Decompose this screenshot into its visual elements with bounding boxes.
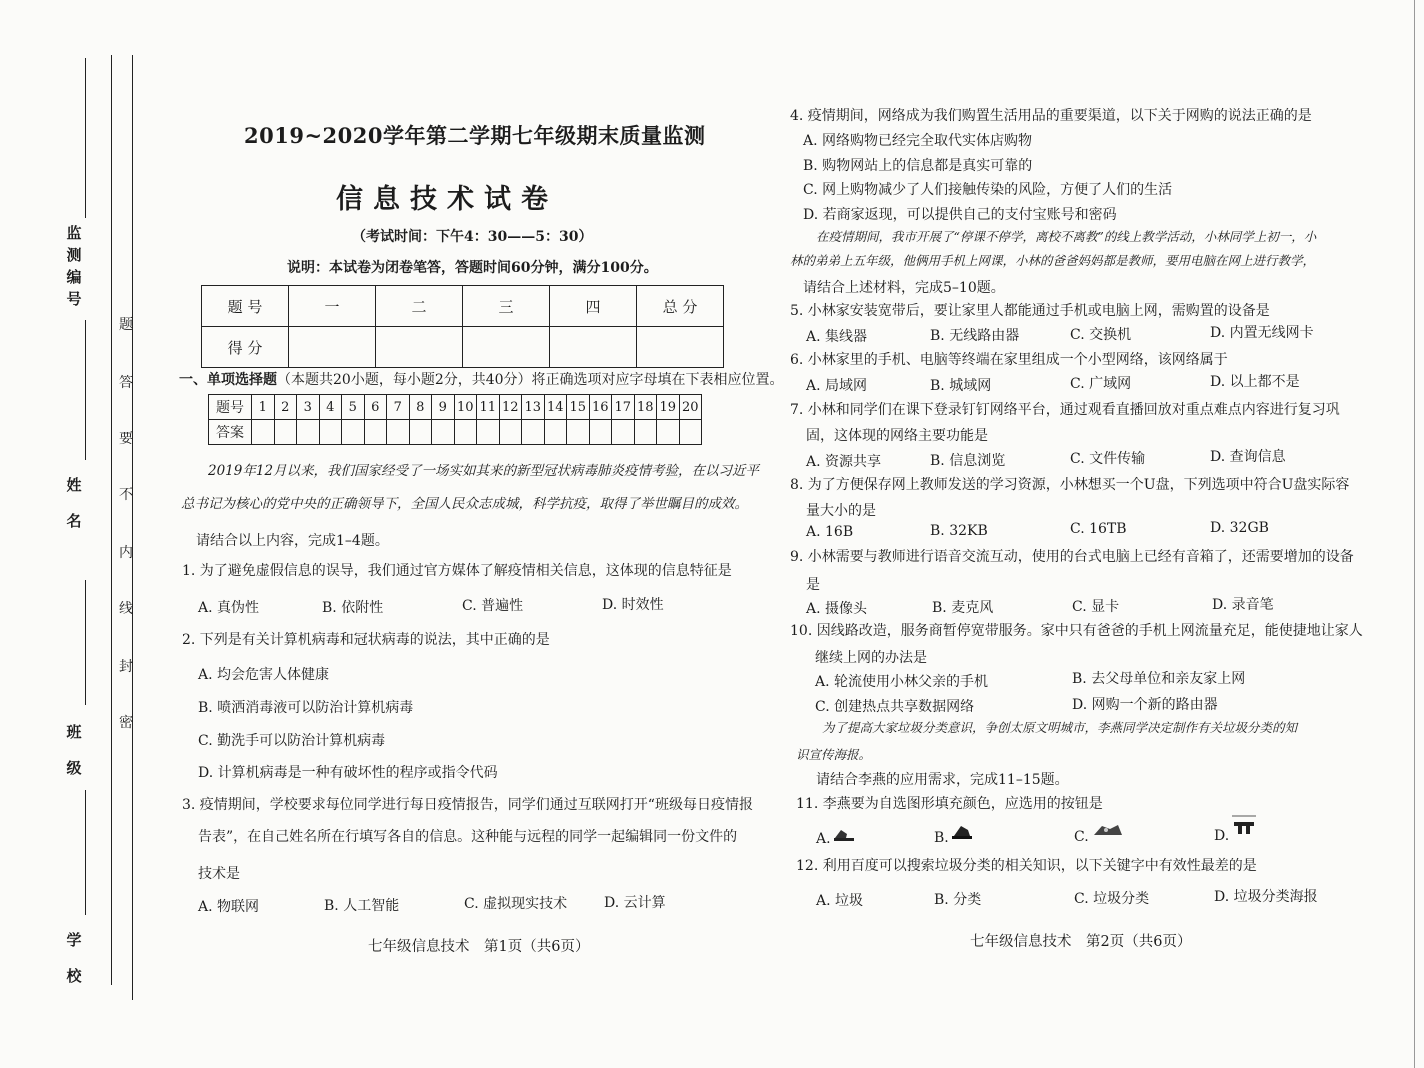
answer-cell[interactable] bbox=[589, 420, 612, 445]
question-2: 2. 下列是有关计算机病毒和冠状病毒的说法，其中正确的是 bbox=[182, 632, 550, 648]
score-col-2: 二 bbox=[376, 286, 463, 327]
question-8-line2: 量大小的是 bbox=[806, 503, 876, 519]
answer-number-label: 题号 bbox=[209, 395, 252, 420]
answer-cell[interactable] bbox=[409, 420, 432, 445]
q8-option-c[interactable]: C. 16TB bbox=[1070, 521, 1127, 537]
answer-cell[interactable] bbox=[657, 420, 680, 445]
answer-number: 8 bbox=[409, 395, 432, 420]
answer-number: 16 bbox=[589, 395, 612, 420]
q12-option-c[interactable]: C. 垃圾分类 bbox=[1074, 891, 1150, 907]
answer-number: 9 bbox=[432, 395, 455, 420]
question-5: 5. 小林家安装宽带后，要让家里人都能通过手机或电脑上网，需购置的设备是 bbox=[790, 303, 1270, 319]
subject-title: 信息技术试卷 bbox=[336, 184, 558, 215]
question-4: 4. 疫情期间，网络成为我们购置生活用品的重要渠道，以下关于网购的说法正确的是 bbox=[790, 108, 1312, 124]
exam-time: （考试时间：下午4：30——5：30） bbox=[352, 229, 593, 245]
class-label: 班级 bbox=[66, 723, 82, 777]
section1-desc: （本题共20小题，每小题2分，共40分）将正确选项对应字母填在下表相应位置。 bbox=[277, 372, 784, 388]
q2-option-c[interactable]: C. 勤洗手可以防治计算机病毒 bbox=[198, 733, 386, 749]
q5-option-c[interactable]: C. 交换机 bbox=[1070, 327, 1132, 343]
score-cell-2[interactable] bbox=[376, 327, 463, 368]
question-9-line1: 9. 小林需要与教师进行语音交流互动，使用的台式电脑上已经有音箱了，还需要增加的设备 bbox=[790, 549, 1354, 565]
answer-number: 20 bbox=[679, 395, 702, 420]
seal-char-2: 答 bbox=[119, 375, 133, 391]
answer-cell[interactable] bbox=[477, 420, 500, 445]
answer-cell[interactable] bbox=[319, 420, 342, 445]
answer-number-row bbox=[209, 395, 702, 420]
question-12: 12. 利用百度可以搜索垃圾分类的相关知识，以下关键字中有效性最差的是 bbox=[796, 858, 1257, 874]
answer-number: 5 bbox=[342, 395, 365, 420]
answer-cell[interactable] bbox=[387, 420, 410, 445]
question-7-line1: 7. 小林和同学们在课下登录钉钉网络平台，通过观看直播回放对重点难点内容进行复习巩 bbox=[790, 402, 1340, 418]
score-table-header-row bbox=[202, 286, 724, 327]
answer-cell[interactable] bbox=[567, 420, 590, 445]
answer-cell[interactable] bbox=[679, 420, 702, 445]
q11-option-c[interactable] bbox=[1074, 829, 1089, 845]
name-blank[interactable] bbox=[85, 320, 86, 460]
score-row-label: 得 分 bbox=[202, 327, 289, 368]
question-10-line2: 继续上网的办法是 bbox=[815, 650, 927, 666]
q10-option-b[interactable]: B. 去父母单位和亲友家上网 bbox=[1072, 671, 1246, 687]
question-6: 6. 小林家里的手机、电脑等终端在家里组成一个小型网络，该网络属于 bbox=[790, 352, 1228, 368]
q6-option-a[interactable]: A. 局域网 bbox=[806, 378, 868, 394]
answer-fill-row bbox=[209, 420, 702, 445]
answer-number: 18 bbox=[634, 395, 657, 420]
seal-char-8: 密 bbox=[119, 715, 133, 731]
score-col-1: 一 bbox=[289, 286, 376, 327]
answer-number: 19 bbox=[657, 395, 680, 420]
seal-char-3: 要 bbox=[119, 431, 133, 447]
q11-option-d[interactable] bbox=[1214, 828, 1229, 844]
answer-number: 4 bbox=[319, 395, 342, 420]
q11-option-a[interactable] bbox=[816, 831, 831, 847]
scan-edge-line bbox=[1414, 0, 1415, 1068]
question-11: 11. 李燕要为自选图形填充颜色，应选用的按钮是 bbox=[796, 796, 1103, 812]
question-3-line1: 3. 疫情期间，学校要求每位同学进行每日疫情报告，同学们通过互联网打开“班级每日疫情报 bbox=[182, 797, 753, 813]
answer-cell[interactable] bbox=[364, 420, 387, 445]
answer-number: 1 bbox=[252, 395, 275, 420]
answer-cell[interactable] bbox=[522, 420, 545, 445]
answer-cell[interactable] bbox=[432, 420, 455, 445]
page2-footer: 七年级信息技术 第2页（共6页） bbox=[970, 934, 1192, 950]
question-7-line2: 固，这体现的网络主要功能是 bbox=[806, 428, 988, 444]
q7-option-c[interactable]: C. 文件传输 bbox=[1070, 451, 1146, 467]
q10-option-d[interactable]: D. 网购一个新的路由器 bbox=[1072, 697, 1218, 713]
q4-option-a[interactable]: A. 网络购物已经完全取代实体店购物 bbox=[803, 133, 1033, 149]
answer-cell[interactable] bbox=[612, 420, 635, 445]
answer-cell[interactable] bbox=[342, 420, 365, 445]
q12-option-a[interactable]: A. 垃圾 bbox=[816, 893, 864, 909]
passage2-line2: 林的弟弟上五年级，他俩用手机上网课，小林的爸爸妈妈都是教师，要用电脑在网上进行教学， bbox=[790, 253, 1316, 268]
prompt-5-10: 请结合上述材料，完成5–10题。 bbox=[803, 280, 1005, 296]
q9-option-c[interactable]: C. 显卡 bbox=[1072, 599, 1120, 615]
q8-option-b[interactable]: B. 32KB bbox=[930, 523, 988, 539]
answer-number: 11 bbox=[477, 395, 500, 420]
score-cell-4[interactable] bbox=[550, 327, 637, 368]
score-cell-total[interactable] bbox=[637, 327, 724, 368]
q3-option-b[interactable]: B. 人工智能 bbox=[324, 898, 400, 914]
q2-option-b[interactable]: B. 喷洒消毒液可以防治计算机病毒 bbox=[198, 700, 414, 716]
answer-cell[interactable] bbox=[252, 420, 275, 445]
q12-option-b[interactable]: B. 分类 bbox=[934, 892, 982, 908]
instructions: 说明：本试卷为闭卷笔答，答题时间60分钟，满分100分。 bbox=[287, 260, 658, 276]
q2-option-a[interactable]: A. 均会危害人体健康 bbox=[198, 667, 330, 683]
answer-table bbox=[208, 394, 702, 445]
binding-line-inner bbox=[132, 55, 133, 1000]
answer-number: 13 bbox=[522, 395, 545, 420]
score-col-3: 三 bbox=[463, 286, 550, 327]
passage2-line1: 在疫情期间，我市开展了“停课不停学，离校不离教”的线上教学活动，小林同学上初一，小 bbox=[816, 229, 1317, 244]
passage3-line1: 为了提高大家垃圾分类意识，争创太原文明城市，李燕同学决定制作有关垃圾分类的知 bbox=[822, 720, 1298, 735]
seal-char-5: 内 bbox=[119, 545, 133, 561]
binding-line-outer bbox=[111, 55, 112, 985]
q11-option-d-label: D. bbox=[1214, 828, 1230, 844]
answer-cell[interactable] bbox=[297, 420, 320, 445]
answer-number: 12 bbox=[499, 395, 522, 420]
prompt-1-4: 请结合以上内容，完成1–4题。 bbox=[196, 533, 389, 549]
score-col-total: 总 分 bbox=[637, 286, 724, 327]
q8-option-a[interactable]: A. 16B bbox=[806, 524, 854, 540]
q11-option-b-label: B. bbox=[934, 830, 949, 846]
seal-char-1: 题 bbox=[119, 317, 133, 333]
school-blank[interactable] bbox=[85, 790, 86, 915]
answer-number: 6 bbox=[364, 395, 387, 420]
q3-option-c[interactable]: C. 虚拟现实技术 bbox=[464, 896, 568, 912]
shape-fill-icon bbox=[832, 826, 856, 841]
q6-option-b[interactable]: B. 城域网 bbox=[930, 378, 992, 394]
answer-number: 2 bbox=[274, 395, 297, 420]
section1-heading bbox=[179, 369, 784, 389]
q1-option-d[interactable]: D. 时效性 bbox=[602, 597, 664, 613]
passage1-line2: 总书记为核心的党中央的正确领导下，全国人民众志成城，科学抗疫，取得了举世瞩目的成效。 bbox=[181, 496, 748, 512]
q10-option-c[interactable]: C. 创建热点共享数据网络 bbox=[815, 699, 975, 715]
answer-cell[interactable] bbox=[634, 420, 657, 445]
answer-number: 10 bbox=[454, 395, 477, 420]
section1-title: 一、单项选择题 bbox=[179, 372, 277, 388]
answer-cell[interactable] bbox=[544, 420, 567, 445]
q7-option-a[interactable]: A. 资源共享 bbox=[806, 454, 882, 470]
q6-option-d[interactable]: D. 以上都不是 bbox=[1210, 374, 1300, 390]
score-cell-3[interactable] bbox=[463, 327, 550, 368]
seal-char-6: 线 bbox=[119, 601, 133, 617]
q7-option-b[interactable]: B. 信息浏览 bbox=[930, 453, 1006, 469]
q4-option-b[interactable]: B. 购物网站上的信息都是真实可靠的 bbox=[803, 158, 1033, 174]
page1-footer: 七年级信息技术 第1页（共6页） bbox=[368, 939, 590, 955]
question-10-line1: 10. 因线路改造，服务商暂停宽带服务。家中只有爸爸的手机上网流量充足，能使捷地让家人 bbox=[790, 623, 1363, 639]
question-8-line1: 8. 为了方便保存网上教师发送的学习资源，小林想买一个U盘，下列选项中符合U盘实际容 bbox=[790, 477, 1350, 493]
question-3-line2: 告表”，在自己姓名所在行填写各自的信息。这种能与远程的同学一起编辑同一份文件的 bbox=[198, 829, 738, 845]
prompt-11-15: 请结合李燕的应用需求，完成11–15题。 bbox=[816, 772, 1069, 788]
q5-option-a[interactable]: A. 集线器 bbox=[806, 329, 868, 345]
q6-option-c[interactable]: C. 广域网 bbox=[1070, 376, 1132, 392]
passage1-line1: 2019年12月以来，我们国家经受了一场实如其来的新型冠状病毒肺炎疫情考验，在以习近平 bbox=[208, 463, 760, 479]
answer-cell[interactable] bbox=[454, 420, 477, 445]
answer-number: 15 bbox=[567, 395, 590, 420]
q2-option-d[interactable]: D. 计算机病毒是一种有破坏性的程序或指令代码 bbox=[198, 765, 498, 781]
monitor-no-label: 监测编号 bbox=[66, 224, 82, 308]
q4-option-c[interactable]: C. 网上购物减少了人们接触传染的风险，方便了人们的生活 bbox=[803, 182, 1173, 198]
answer-fill-label: 答案 bbox=[209, 420, 252, 445]
score-table bbox=[201, 285, 724, 368]
q1-option-c[interactable]: C. 普遍性 bbox=[462, 598, 524, 614]
answer-number: 7 bbox=[387, 395, 410, 420]
q3-option-d[interactable]: D. 云计算 bbox=[604, 895, 666, 911]
shape-effects-icon bbox=[1092, 822, 1124, 837]
name-label: 姓名 bbox=[66, 476, 82, 530]
q1-option-a[interactable]: A. 真伪性 bbox=[198, 600, 260, 616]
question-3-line3: 技术是 bbox=[198, 866, 240, 882]
question-1: 1. 为了避免虚假信息的误导，我们通过官方媒体了解疫情相关信息，这体现的信息特征是 bbox=[182, 563, 732, 579]
seal-char-7: 封 bbox=[119, 659, 133, 675]
q9-option-d[interactable]: D. 录音笔 bbox=[1212, 597, 1274, 613]
q5-option-b[interactable]: B. 无线路由器 bbox=[930, 328, 1020, 344]
answer-number: 17 bbox=[612, 395, 635, 420]
q1-option-b[interactable]: B. 依附性 bbox=[322, 600, 384, 616]
q10-option-a[interactable]: A. 轮流使用小林父亲的手机 bbox=[815, 674, 989, 690]
q11-option-b[interactable] bbox=[934, 830, 949, 846]
q4-option-d[interactable]: D. 若商家返现，可以提供自己的支付宝账号和密码 bbox=[803, 207, 1117, 223]
school-label: 学校 bbox=[66, 931, 82, 985]
monitor-no-blank[interactable] bbox=[85, 58, 86, 218]
q9-option-b[interactable]: B. 麦克风 bbox=[932, 600, 994, 616]
q3-option-a[interactable]: A. 物联网 bbox=[198, 899, 260, 915]
score-cell-1[interactable] bbox=[289, 327, 376, 368]
q11-option-c-label: C. bbox=[1074, 829, 1089, 845]
q9-option-a[interactable]: A. 摄像头 bbox=[806, 601, 868, 617]
answer-number: 14 bbox=[544, 395, 567, 420]
shape-outline-icon bbox=[950, 824, 974, 839]
answer-number: 3 bbox=[297, 395, 320, 420]
answer-cell[interactable] bbox=[274, 420, 297, 445]
q7-option-d[interactable]: D. 查询信息 bbox=[1210, 449, 1286, 465]
question-9-line2: 是 bbox=[806, 577, 820, 593]
exam-title: 2019~2020学年第二学期七年级期末质量监测 bbox=[244, 123, 706, 148]
q12-option-d[interactable]: D. 垃圾分类海报 bbox=[1214, 889, 1318, 905]
q8-option-d[interactable]: D. 32GB bbox=[1210, 520, 1269, 536]
wordart-fill-icon bbox=[1230, 814, 1258, 836]
score-col-label: 题 号 bbox=[202, 286, 289, 327]
class-blank[interactable] bbox=[85, 580, 86, 705]
answer-cell[interactable] bbox=[499, 420, 522, 445]
seal-char-4: 不 bbox=[119, 487, 133, 503]
q11-option-a-label: A. bbox=[816, 831, 831, 847]
score-table-score-row bbox=[202, 327, 724, 368]
q5-option-d[interactable]: D. 内置无线网卡 bbox=[1210, 325, 1314, 341]
score-col-4: 四 bbox=[550, 286, 637, 327]
passage3-line2: 识宣传海报。 bbox=[796, 747, 872, 762]
